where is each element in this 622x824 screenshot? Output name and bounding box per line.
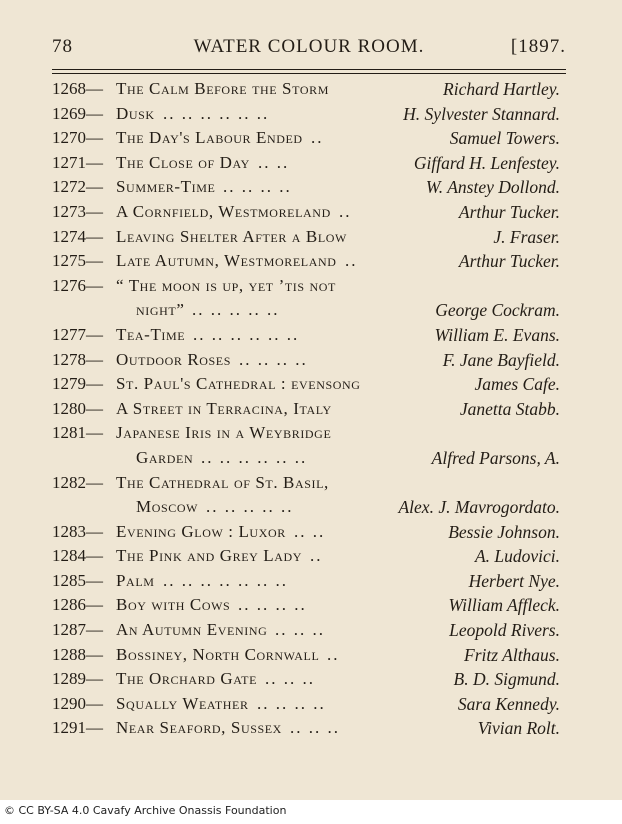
entry-title: Palm [116, 570, 155, 590]
entry-title: Boy with Cows [116, 595, 231, 615]
entry-leader-dots: .. .. .. .. .. [192, 300, 280, 320]
entry-title: The Day's Labour Ended [116, 128, 303, 148]
entry-title: night” [136, 300, 185, 320]
copyright-credit: © CC BY-SA 4.0 Cavafy Archive Onassis Foundation [4, 804, 287, 817]
catalogue-line [52, 372, 566, 397]
entry-artist: Alfred Parsons, A. [431, 447, 560, 468]
catalogue-line [52, 126, 566, 151]
entry-title: A Street in Terracina, Italy [116, 398, 332, 418]
entry-leader-dots: .. [345, 251, 358, 271]
catalogue-line [52, 274, 566, 299]
entry-number: 1283— [52, 521, 103, 541]
catalogue-line [52, 667, 566, 692]
entry-title: Evening Glow : Luxor [116, 521, 286, 541]
entry-title: Summer-Time [116, 177, 216, 197]
catalogue-line [52, 175, 566, 200]
catalogue-line [52, 471, 566, 496]
entry-title: The Cathedral of St. Basil, [116, 472, 329, 492]
entry-title: Tea-Time [116, 324, 186, 344]
entry-title: An Autumn Evening [116, 620, 268, 640]
entry-artist: Arthur Tucker. [458, 251, 560, 272]
page-header [52, 36, 566, 60]
entry-number: 1276— [52, 275, 103, 295]
catalogue-line [52, 421, 566, 446]
entry-title: Dusk [116, 103, 155, 123]
entry-title: The Calm Before the Storm [116, 79, 329, 98]
page-title: WATER COLOUR ROOM. [193, 36, 425, 57]
entry-number: 1291— [52, 718, 103, 738]
entry-artist: James Cafe. [474, 374, 560, 395]
entry-title: Leaving Shelter After a Blow [116, 226, 347, 246]
entry-number: 1270— [52, 128, 103, 148]
catalogue-line [52, 520, 566, 545]
catalogue-line [52, 446, 566, 471]
entry-number: 1281— [52, 423, 103, 443]
page-number: 78 [52, 36, 73, 57]
catalogue-line [52, 200, 566, 225]
entry-artist: Samuel Towers. [449, 128, 560, 149]
entry-artist: H. Sylvester Stannard. [403, 103, 560, 124]
catalogue-line [52, 692, 566, 717]
entry-leader-dots: .. .. [294, 521, 326, 541]
entry-leader-dots: .. .. .. .. .. .. .. [163, 570, 288, 590]
catalogue-line [52, 397, 566, 422]
entry-artist: Bessie Johnson. [448, 521, 560, 542]
entry-artist: A. Ludovici. [474, 546, 560, 567]
entry-leader-dots: .. [339, 201, 352, 221]
entry-artist: Arthur Tucker. [458, 201, 560, 222]
entry-leader-dots: .. .. .. .. [223, 177, 292, 197]
entry-leader-dots: .. [327, 644, 340, 664]
catalogue-line [52, 151, 566, 176]
entry-number: 1274— [52, 226, 103, 246]
entry-number: 1271— [52, 152, 103, 172]
entry-artist: Fritz Althaus. [464, 644, 560, 665]
catalogue-line [52, 323, 566, 348]
catalogue-line [52, 249, 566, 274]
entry-number: 1284— [52, 546, 103, 566]
entry-artist: F. Jane Bayfield. [442, 349, 560, 370]
entry-number: 1282— [52, 472, 103, 492]
entry-artist: Vivian Rolt. [477, 718, 560, 739]
entry-artist: Janetta Stabb. [459, 398, 560, 419]
header-rule-thin [52, 73, 566, 74]
catalogue-line [52, 643, 566, 668]
entry-number: 1287— [52, 620, 103, 640]
entry-title: Moscow [136, 497, 199, 517]
catalogue-line [52, 569, 566, 594]
entry-leader-dots: .. [311, 128, 324, 148]
entry-leader-dots: .. .. .. .. [239, 349, 308, 369]
catalogue-line [52, 716, 566, 741]
entry-leader-dots: .. .. .. .. [238, 595, 307, 615]
entry-title: Outdoor Roses [116, 349, 232, 369]
catalogue-line [52, 495, 566, 520]
entry-number: 1278— [52, 349, 103, 369]
catalogue-line [52, 348, 566, 373]
entry-artist: Leopold Rivers. [449, 620, 560, 641]
entry-number: 1286— [52, 595, 103, 615]
entry-title: Japanese Iris in a Weybridge [116, 423, 332, 443]
catalogue-line [52, 544, 566, 569]
entry-title: St. Paul's Cathedral : evensong [116, 374, 361, 394]
entry-leader-dots: .. .. .. [290, 718, 340, 738]
entry-leader-dots: .. .. .. .. .. .. [201, 447, 308, 467]
entry-number: 1269— [52, 103, 103, 123]
entry-artist: William Affleck. [448, 595, 560, 616]
entry-title: A Cornfield, Westmoreland [116, 201, 331, 221]
entry-number: 1289— [52, 669, 103, 689]
entry-title: “ The moon is up, yet ’tis not [116, 275, 336, 295]
entry-leader-dots: .. .. .. .. [257, 693, 326, 713]
entry-artist: J. Fraser. [493, 226, 560, 247]
entry-title: The Pink and Grey Lady [116, 546, 303, 566]
entry-number: 1288— [52, 644, 103, 664]
catalogue-entries [52, 77, 566, 741]
entry-artist: Sara Kennedy. [457, 693, 560, 714]
entry-artist: George Cockram. [435, 300, 560, 321]
entry-number: 1273— [52, 201, 103, 221]
catalogue-line [52, 102, 566, 127]
entry-leader-dots: .. .. .. [265, 669, 315, 689]
entry-number: 1285— [52, 570, 103, 590]
entry-number: 1279— [52, 374, 103, 394]
entry-artist: B. D. Sigmund. [453, 669, 560, 690]
catalogue-line [52, 225, 566, 250]
entry-artist: William E. Evans. [434, 324, 560, 345]
entry-leader-dots: .. .. .. .. .. [206, 497, 294, 517]
entry-title: The Close of Day [116, 152, 250, 172]
entry-leader-dots: .. [310, 546, 323, 566]
catalogue-line [52, 618, 566, 643]
entry-leader-dots: .. .. .. .. .. .. [163, 103, 270, 123]
entry-artist: Herbert Nye. [468, 570, 560, 591]
entry-artist: Alex. J. Mavrogordato. [398, 497, 560, 518]
entry-number: 1268— [52, 79, 103, 98]
entry-title: Garden [136, 447, 194, 467]
entry-number: 1280— [52, 398, 103, 418]
entry-number: 1277— [52, 324, 103, 344]
entry-artist: Richard Hartley. [443, 79, 560, 99]
entry-artist: W. Anstey Dollond. [425, 177, 560, 198]
entry-leader-dots: .. .. .. [275, 620, 325, 640]
entry-artist: Giffard H. Lenfestey. [413, 152, 560, 173]
entry-number: 1290— [52, 693, 103, 713]
entry-title: Squally Weather [116, 693, 249, 713]
entry-title: Late Autumn, Westmoreland [116, 251, 337, 271]
entry-number: 1272— [52, 177, 103, 197]
header-rule [52, 69, 566, 70]
header-year: [1897. [510, 36, 566, 57]
catalogue-line [52, 298, 566, 323]
entry-title: The Orchard Gate [116, 669, 258, 689]
entry-number: 1275— [52, 251, 103, 271]
entry-title: Near Seaford, Sussex [116, 718, 282, 738]
catalogue-line [52, 593, 566, 618]
entry-leader-dots: .. .. .. .. .. .. [193, 324, 300, 344]
entry-leader-dots: .. .. [258, 152, 290, 172]
entry-title: Bossiney, North Cornwall [116, 644, 320, 664]
catalogue-line [52, 77, 566, 102]
